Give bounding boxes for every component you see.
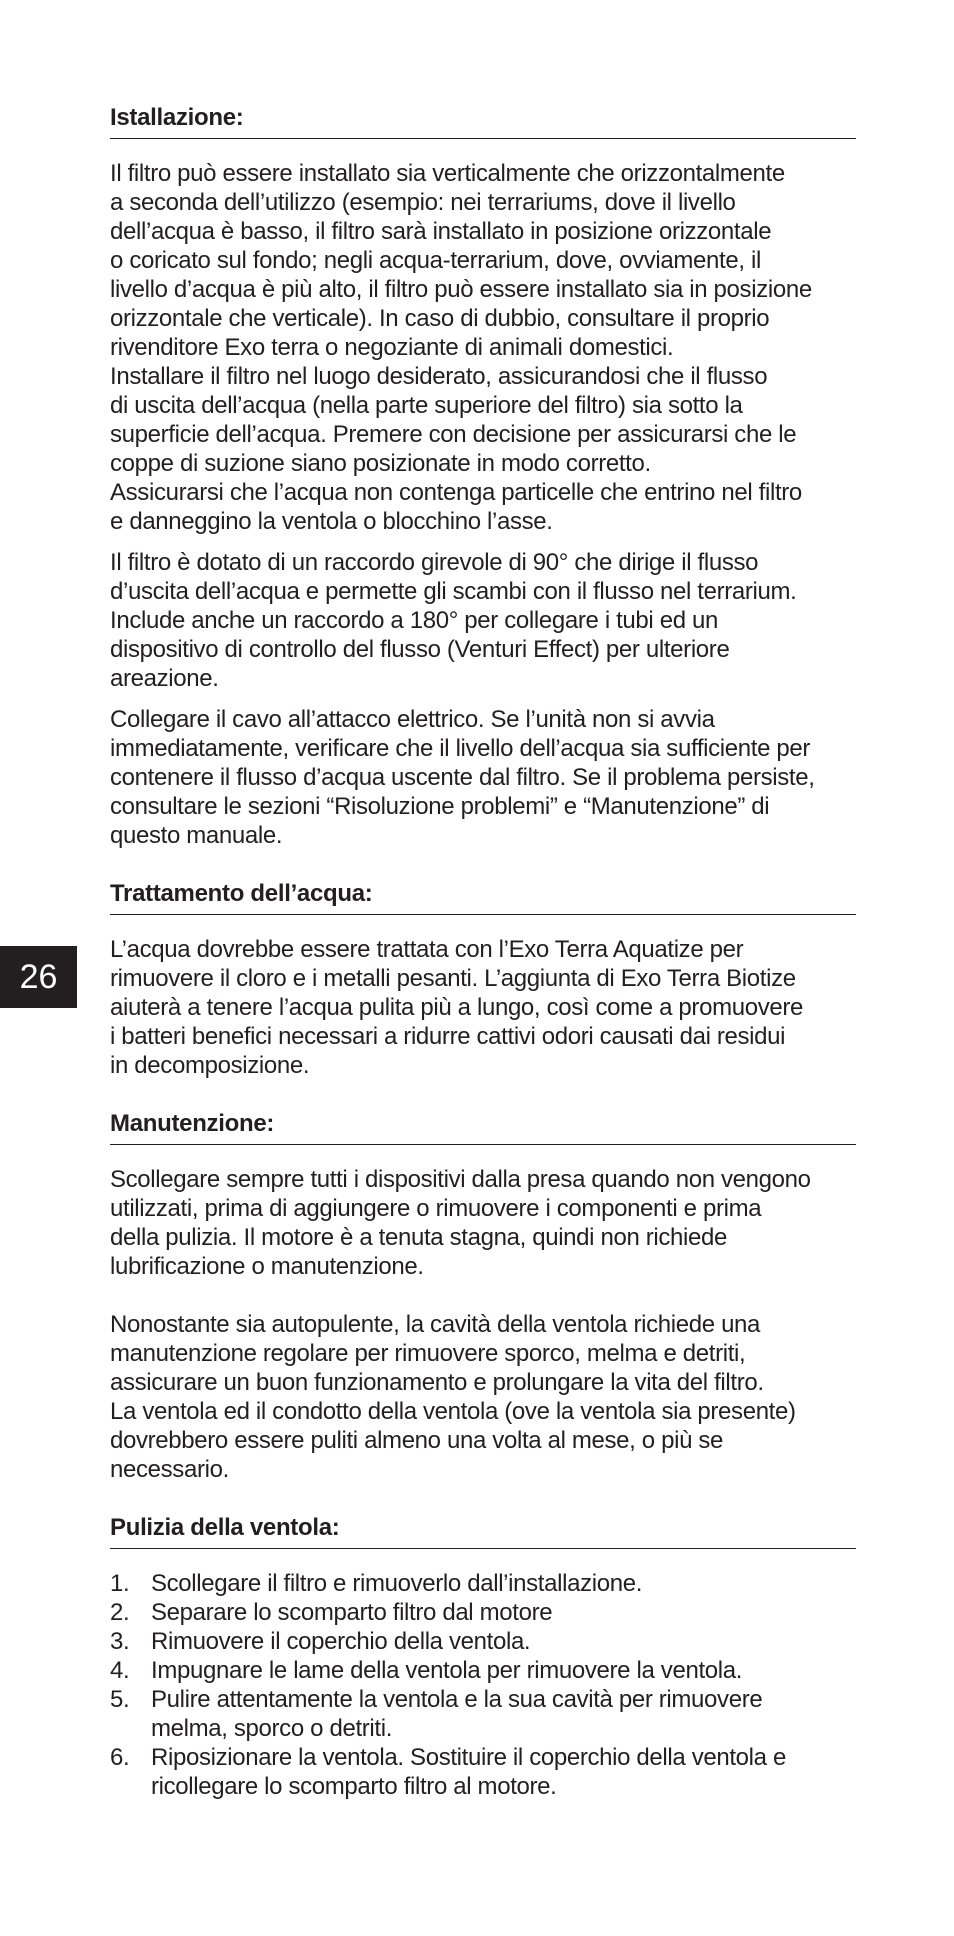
text-line: Scollegare sempre tutti i dispositivi dalla presa quando non vengono [110,1166,811,1193]
paragraph-installazione-1 [110,159,856,536]
step-text: Scollegare il filtro e rimuoverlo dall’installazione. [151,1570,643,1597]
step-text: Rimuovere il coperchio della ventola. [151,1628,531,1655]
text-line: aiuterà a tenere l’acqua pulita più a lungo, così come a promuovere [110,994,803,1021]
text-line: manutenzione regolare per rimuovere sporco, melma e detriti, [110,1340,746,1367]
text-line: dovrebbero essere puliti almeno una volta al mese, o più se [110,1427,724,1454]
page-number: 26 [19,957,58,996]
text-line: Installare il filtro nel luogo desiderato, assicurandosi che il flusso [110,363,768,390]
paragraph-installazione-3 [110,705,856,850]
paragraph-manutenzione-2 [110,1310,856,1484]
section-heading-manutenzione: Manutenzione: [110,1110,856,1145]
section-heading-trattamento: Trattamento dell’acqua: [110,880,856,915]
text-line: e danneggino la ventola o blocchino l’asse. [110,508,553,535]
text-line: di uscita dell’acqua (nella parte superiore del filtro) sia sotto la [110,392,743,419]
text-line: d’uscita dell’acqua e permette gli scambi con il flusso nel terrarium. [110,578,797,605]
text-line: orizzontale che verticale). In caso di dubbio, consultare il proprio [110,305,770,332]
text-line: Collegare il cavo all’attacco elettrico. Se l’unità non si avvia [110,706,715,733]
step-number: 4. [110,1657,130,1684]
text-line: a seconda dell’utilizzo (esempio: nei terrariums, dove il livello [110,189,736,216]
text-line: immediatamente, verificare che il livello dell’acqua sia sufficiente per [110,735,811,762]
step-text: Riposizionare la ventola. Sostituire il coperchio della ventola e ricollegare lo scomparto filtro al motore. [151,1744,786,1800]
step-text: Pulire attentamente la ventola e la sua cavità per rimuovere melma, sporco o detriti. [151,1686,763,1742]
step-text: Impugnare le lame della ventola per rimuovere la ventola. [151,1657,743,1684]
text-line: rivenditore Exo terra o negoziante di animali domestici. [110,334,674,361]
step-number: 6. [110,1744,130,1771]
text-line: Nonostante sia autopulente, la cavità della ventola richiede una [110,1311,761,1338]
document-body [110,104,856,1801]
paragraph-trattamento [110,935,856,1080]
text-line: areazione. [110,665,219,692]
text-line: della pulizia. Il motore è a tenuta stagna, quindi non richiede [110,1224,728,1251]
step-number: 1. [110,1570,130,1597]
text-line: Include anche un raccordo a 180° per collegare i tubi ed un [110,607,719,634]
text-line: i batteri benefici necessari a ridurre cattivi odori causati dai residui [110,1023,786,1050]
paragraph-installazione-2 [110,548,856,693]
step-text: Separare lo scomparto filtro dal motore [151,1599,553,1626]
page-number-tab [0,946,77,1008]
text-line: livello d’acqua è più alto, il filtro può essere installato sia in posizione [110,276,812,303]
text-line: coppe di suzione siano posizionate in modo corretto. [110,450,651,477]
cleaning-steps-list [110,1569,856,1801]
text-line: o coricato sul fondo; negli acqua-terrarium, dove, ovviamente, il [110,247,761,274]
list-item [110,1569,856,1598]
text-line: assicurare un buon funzionamento e prolungare la vita del filtro. [110,1369,764,1396]
text-line: Il filtro può essere installato sia verticalmente che orizzontalmente [110,160,785,187]
section-heading-installazione: Istallazione: [110,104,856,139]
text-line: superficie dell’acqua. Premere con decisione per assicurarsi che le [110,421,797,448]
text-line: Assicurarsi che l’acqua non contenga particelle che entrino nel filtro [110,479,802,506]
list-item [110,1743,856,1801]
step-number: 2. [110,1599,130,1626]
paragraph-manutenzione-1 [110,1165,856,1281]
list-item [110,1627,856,1656]
list-item [110,1685,856,1743]
text-line: dell’acqua è basso, il filtro sarà installato in posizione orizzontale [110,218,772,245]
list-item [110,1598,856,1627]
text-line: Il filtro è dotato di un raccordo girevole di 90° che dirige il flusso [110,549,759,576]
list-item [110,1656,856,1685]
text-line: L’acqua dovrebbe essere trattata con l’Exo Terra Aquatize per [110,936,744,963]
text-line: dispositivo di controllo del flusso (Venturi Effect) per ulteriore [110,636,730,663]
text-line: consultare le sezioni “Risoluzione problemi” e “Manutenzione” di [110,793,770,820]
text-line: La ventola ed il condotto della ventola (ove la ventola sia presente) [110,1398,796,1425]
text-line: necessario. [110,1456,229,1483]
text-line: contenere il flusso d’acqua uscente dal filtro. Se il problema persiste, [110,764,815,791]
section-heading-pulizia: Pulizia della ventola: [110,1514,856,1549]
step-number: 3. [110,1628,130,1655]
text-line: rimuovere il cloro e i metalli pesanti. L’aggiunta di Exo Terra Biotize [110,965,796,992]
step-number: 5. [110,1686,130,1713]
text-line: utilizzati, prima di aggiungere o rimuovere i componenti e prima [110,1195,762,1222]
text-line: questo manuale. [110,822,283,849]
text-line: lubrificazione o manutenzione. [110,1253,424,1280]
text-line: in decomposizione. [110,1052,310,1079]
